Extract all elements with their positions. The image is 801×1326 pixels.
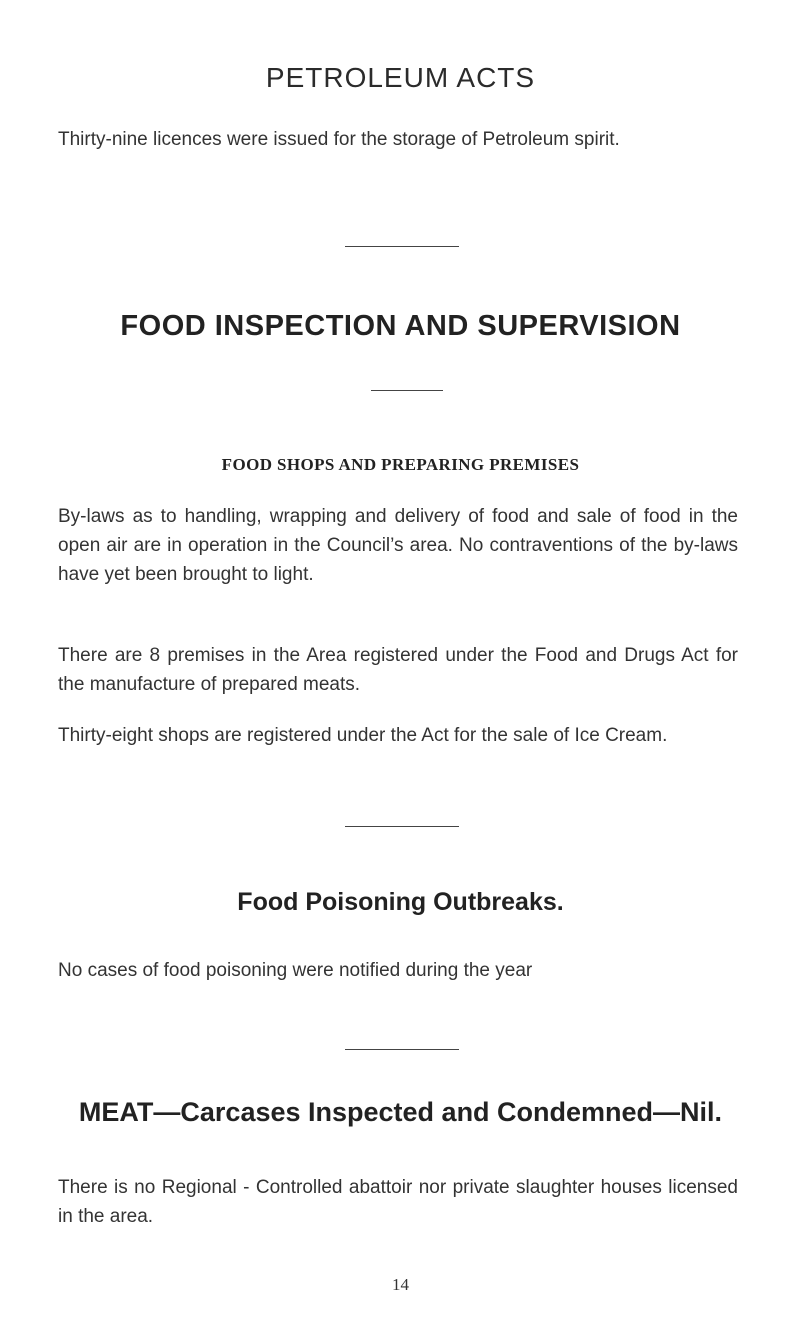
section-divider	[371, 390, 443, 391]
paragraph-petroleum-licences: Thirty-nine licences were issued for the storage of Petroleum spirit.	[58, 129, 620, 150]
section-title-meat: MEAT—Carcases Inspected and Condemned—Nil.	[78, 1097, 723, 1127]
page-number: 14	[392, 1275, 409, 1294]
section-divider	[345, 1049, 459, 1050]
subsection-title-food-shops: FOOD SHOPS AND PREPARING PREMISES	[221, 455, 580, 474]
paragraph-ice-cream-shops: Thirty-eight shops are registered under the Act for the sale of Ice Cream.	[58, 725, 668, 746]
section-title-food-poisoning: Food Poisoning Outbreaks.	[237, 888, 564, 916]
paragraph-by-laws: By-laws as to handling, wrapping and delivery of food and sale of food in the open air are in operation in the Council’s area. No contraventions of the by-laws have yet been brought to light.	[58, 506, 738, 585]
section-title-petroleum-acts: PETROLEUM ACTS	[265, 62, 536, 93]
section-title-food-inspection: FOOD INSPECTION AND SUPERVISION	[120, 310, 681, 342]
paragraph-registered-premises: There are 8 premises in the Area registered under the Food and Drugs Act for the manufacture of prepared meats.	[58, 645, 738, 695]
paragraph-food-poisoning: No cases of food poisoning were notified during the year	[58, 960, 533, 981]
paragraph-abattoir: There is no Regional - Controlled abattoir nor private slaughter houses licensed in the area.	[58, 1177, 738, 1227]
section-divider	[345, 826, 459, 827]
section-divider	[345, 246, 459, 247]
